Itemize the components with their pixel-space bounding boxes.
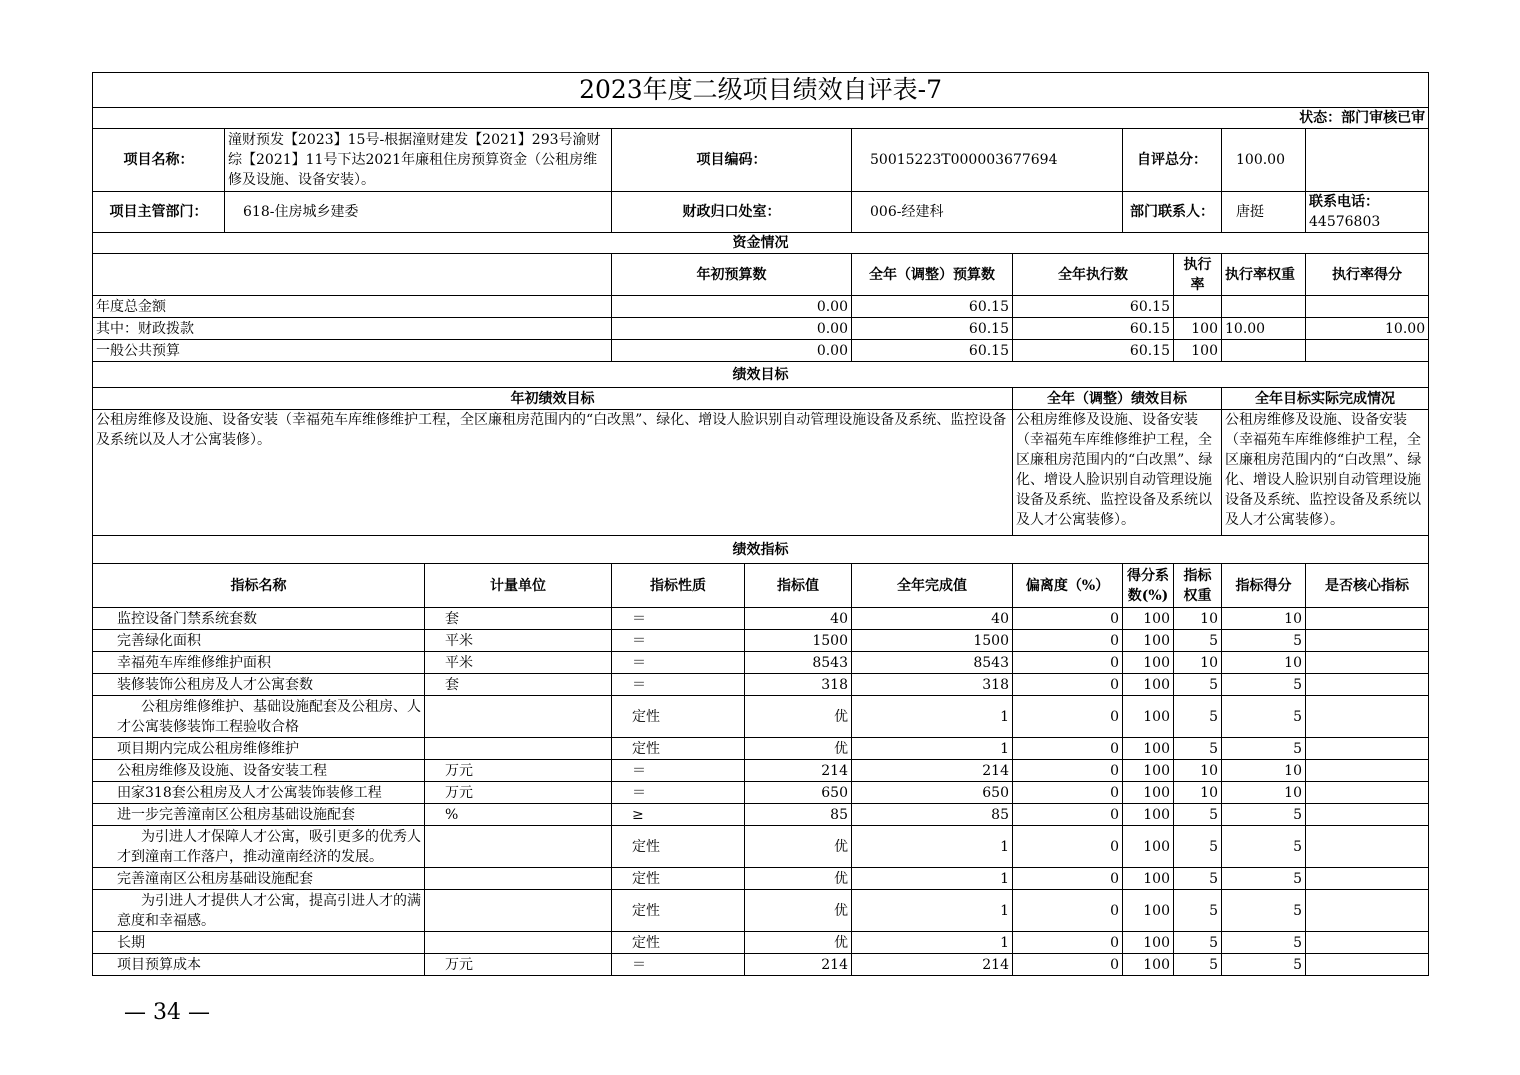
funds-adjusted: 60.15 [852,296,1013,318]
indicator-coefficient: 100 [1123,890,1174,932]
finance-office-value: 006-经建科 [852,192,1123,233]
indicator-nature: ≥ [612,804,745,826]
funds-weight: 10.00 [1222,318,1306,340]
indicator-unit: 平米 [425,652,612,674]
indicator-name: 装修装饰公租房及人才公寓套数 [93,674,425,696]
indicator-score: 5 [1222,868,1306,890]
status-row [93,108,1429,129]
indicator-name: 为引进人才保障人才公寓，吸引更多的优秀人才到潼南工作落户，推动潼南经济的发展。 [93,826,425,868]
indicator-header: 偏离度（%） [1013,564,1123,608]
indicator-deviation: 0 [1013,696,1123,738]
indicator-deviation: 0 [1013,760,1123,782]
funds-section-row [93,233,1429,254]
indicator-core [1306,932,1429,954]
indicator-score: 5 [1222,630,1306,652]
indicator-nature: 定性 [612,932,745,954]
funds-header: 全年执行数 [1013,254,1174,296]
indicator-value: 优 [745,932,852,954]
indicator-score: 5 [1222,954,1306,976]
indicator-name: 项目预算成本 [93,954,425,976]
indicator-row [93,760,1429,782]
indicator-coefficient: 100 [1123,954,1174,976]
indicator-row [93,782,1429,804]
indicator-value: 650 [745,782,852,804]
indicator-coefficient: 100 [1123,760,1174,782]
indicator-deviation: 0 [1013,782,1123,804]
indicator-header: 指标值 [745,564,852,608]
funds-header: 执行率权重 [1222,254,1306,296]
indicator-done: 1500 [852,630,1013,652]
goals-header: 全年（调整）绩效目标 [1013,388,1222,410]
phone-cell [1306,192,1429,233]
contact-value: 唐挺 [1222,192,1306,233]
funds-header: 执行率得分 [1306,254,1429,296]
funds-row [93,296,1429,318]
indicator-unit [425,890,612,932]
indicator-weight: 5 [1174,954,1222,976]
goals-section-title: 绩效目标 [93,362,1429,388]
phone-label: 联系电话： [1309,194,1379,210]
indicator-coefficient: 100 [1123,868,1174,890]
indicator-weight: 5 [1174,630,1222,652]
indicator-score: 10 [1222,608,1306,630]
indicator-core [1306,868,1429,890]
funds-score: 10.00 [1306,318,1429,340]
score-total-label: 自评总分： [1123,129,1222,192]
indicator-core [1306,804,1429,826]
indicator-value: 优 [745,890,852,932]
indicator-deviation: 0 [1013,932,1123,954]
project-name-value: 潼财预发【2023】15号-根据潼财建发【2021】293号渝财综【2021】11号下达2021年廉租住房预算资金（公租房维修及设施、设备安装）。 [225,129,612,192]
indicator-name: 田家318套公租房及人才公寓装饰装修工程 [93,782,425,804]
indicator-row [93,608,1429,630]
indicator-unit: 万元 [425,954,612,976]
indicator-weight: 5 [1174,738,1222,760]
indicator-core [1306,630,1429,652]
indicator-value: 优 [745,738,852,760]
indicator-header: 指标权重 [1174,564,1222,608]
indicator-row [93,738,1429,760]
indicator-done: 1 [852,826,1013,868]
indicator-value: 214 [745,954,852,976]
funds-row-name: 年度总金额 [93,296,612,318]
funds-executed: 60.15 [1013,340,1174,362]
indicator-header: 指标性质 [612,564,745,608]
indicator-score: 10 [1222,782,1306,804]
indicator-unit: 万元 [425,760,612,782]
goal-initial: 公租房维修及设施、设备安装（幸福苑车库维修维护工程，全区廉租房范围内的“白改黑”、绿化、增设人脸识别自动管理设施设备及系统、监控设备及系统以及人才公寓装修）。 [93,410,1013,536]
funds-initial: 0.00 [612,318,852,340]
indicator-unit [425,826,612,868]
indicator-weight: 5 [1174,890,1222,932]
indicator-weight: 10 [1174,782,1222,804]
indicator-core [1306,674,1429,696]
indicator-weight: 10 [1174,608,1222,630]
indicator-coefficient: 100 [1123,782,1174,804]
indicator-header: 全年完成值 [852,564,1013,608]
department-value: 618-住房城乡建委 [225,192,612,233]
funds-weight [1222,340,1306,362]
indicator-weight: 5 [1174,674,1222,696]
goals-section-row [93,362,1429,388]
indicator-done: 318 [852,674,1013,696]
indicators-header-row [93,564,1429,608]
indicator-name: 长期 [93,932,425,954]
indicator-done: 1 [852,868,1013,890]
indicator-unit: 套 [425,674,612,696]
indicator-done: 214 [852,760,1013,782]
goals-content-row [93,410,1429,536]
indicator-row [93,696,1429,738]
indicator-core [1306,890,1429,932]
indicator-unit: % [425,804,612,826]
status-text: 状态：部门审核已审 [93,108,1429,129]
page-number: — 34 — [124,1000,210,1025]
indicator-row [93,868,1429,890]
funds-rate [1174,296,1222,318]
funds-header: 全年（调整）预算数 [852,254,1013,296]
indicator-deviation: 0 [1013,890,1123,932]
indicator-weight: 10 [1174,760,1222,782]
funds-row [93,340,1429,362]
indicator-header: 得分系数(%) [1123,564,1174,608]
indicator-value: 8543 [745,652,852,674]
funds-executed: 60.15 [1013,318,1174,340]
funds-adjusted: 60.15 [852,340,1013,362]
indicator-nature: ＝ [612,608,745,630]
indicator-deviation: 0 [1013,826,1123,868]
indicator-value: 1500 [745,630,852,652]
indicator-unit: 平米 [425,630,612,652]
indicator-done: 1 [852,932,1013,954]
indicator-name: 公租房维修及设施、设备安装工程 [93,760,425,782]
indicator-row [93,826,1429,868]
indicator-nature: ＝ [612,630,745,652]
indicator-score: 10 [1222,652,1306,674]
indicator-name: 为引进人才提供人才公寓，提高引进人才的满意度和幸福感。 [93,890,425,932]
phone-value: 44576803 [1309,214,1381,230]
funds-header-row [93,254,1429,296]
indicator-nature: ＝ [612,674,745,696]
funds-section-title: 资金情况 [93,233,1429,254]
indicator-unit [425,738,612,760]
indicator-name: 公租房维修维护、基础设施配套及公租房、人才公寓装修装饰工程验收合格 [93,696,425,738]
indicator-row [93,674,1429,696]
indicator-weight: 5 [1174,804,1222,826]
indicator-done: 1 [852,696,1013,738]
indicator-row [93,630,1429,652]
project-name-label: 项目名称： [93,129,225,192]
indicator-row [93,954,1429,976]
funds-initial: 0.00 [612,340,852,362]
indicator-nature: ＝ [612,652,745,674]
indicator-header: 是否核心指标 [1306,564,1429,608]
funds-rate: 100 [1174,318,1222,340]
indicator-name: 幸福苑车库维修维护面积 [93,652,425,674]
goal-actual: 公租房维修及设施、设备安装（幸福苑车库维修维护工程，全区廉租房范围内的“白改黑”、绿化、增设人脸识别自动管理设施设备及系统、监控设备及系统以及人才公寓装修）。 [1222,410,1429,536]
table-title: 2023年度二级项目绩效自评表-7 [93,73,1429,108]
indicator-coefficient: 100 [1123,608,1174,630]
indicator-deviation: 0 [1013,652,1123,674]
indicator-unit [425,868,612,890]
indicator-weight: 5 [1174,696,1222,738]
title-row [93,73,1429,108]
funds-executed: 60.15 [1013,296,1174,318]
indicator-name: 监控设备门禁系统套数 [93,608,425,630]
indicator-coefficient: 100 [1123,826,1174,868]
indicator-deviation: 0 [1013,630,1123,652]
project-name-row [93,129,1429,192]
indicator-score: 5 [1222,696,1306,738]
indicator-row [93,804,1429,826]
indicator-deviation: 0 [1013,738,1123,760]
indicator-name: 完善潼南区公租房基础设施配套 [93,868,425,890]
indicator-nature: ＝ [612,954,745,976]
indicator-deviation: 0 [1013,954,1123,976]
indicator-unit: 套 [425,608,612,630]
indicator-value: 优 [745,696,852,738]
goal-adjusted: 公租房维修及设施、设备安装（幸福苑车库维修维护工程，全区廉租房范围内的“白改黑”、绿化、增设人脸识别自动管理设施设备及系统、监控设备及系统以及人才公寓装修）。 [1013,410,1222,536]
indicator-core [1306,608,1429,630]
self-evaluation-table [92,72,1429,976]
indicator-nature: 定性 [612,890,745,932]
indicator-weight: 5 [1174,826,1222,868]
goals-header: 全年目标实际完成情况 [1222,388,1429,410]
indicator-core [1306,782,1429,804]
indicator-value: 85 [745,804,852,826]
indicator-core [1306,652,1429,674]
funds-initial: 0.00 [612,296,852,318]
indicator-nature: 定性 [612,738,745,760]
indicator-core [1306,696,1429,738]
indicator-core [1306,826,1429,868]
indicator-unit [425,932,612,954]
indicator-core [1306,954,1429,976]
indicator-done: 1 [852,738,1013,760]
indicator-score: 10 [1222,760,1306,782]
indicator-score: 5 [1222,890,1306,932]
indicator-coefficient: 100 [1123,674,1174,696]
funds-header: 执行率 [1174,254,1222,296]
funds-score [1306,340,1429,362]
indicator-unit: 万元 [425,782,612,804]
indicator-nature: ＝ [612,782,745,804]
funds-weight [1222,296,1306,318]
department-label: 项目主管部门： [93,192,225,233]
project-code-label: 项目编码： [612,129,852,192]
indicator-value: 214 [745,760,852,782]
indicator-coefficient: 100 [1123,630,1174,652]
indicator-header: 计量单位 [425,564,612,608]
indicator-done: 85 [852,804,1013,826]
funds-row-name: 一般公共预算 [93,340,612,362]
indicator-coefficient: 100 [1123,804,1174,826]
indicator-coefficient: 100 [1123,738,1174,760]
indicator-weight: 5 [1174,868,1222,890]
indicator-core [1306,760,1429,782]
indicator-weight: 10 [1174,652,1222,674]
indicator-coefficient: 100 [1123,652,1174,674]
indicator-coefficient: 100 [1123,696,1174,738]
indicator-score: 5 [1222,738,1306,760]
empty-cell [93,254,612,296]
indicator-score: 5 [1222,826,1306,868]
indicator-done: 1 [852,890,1013,932]
contact-label: 部门联系人： [1123,192,1222,233]
indicator-deviation: 0 [1013,804,1123,826]
indicator-name: 项目期内完成公租房维修维护 [93,738,425,760]
indicator-score: 5 [1222,804,1306,826]
department-row [93,192,1429,233]
indicators-section-row [93,536,1429,564]
indicator-score: 5 [1222,932,1306,954]
empty-cell [1306,129,1429,192]
indicator-value: 318 [745,674,852,696]
indicator-core [1306,738,1429,760]
finance-office-label: 财政归口处室： [612,192,852,233]
indicator-name: 进一步完善潼南区公租房基础设施配套 [93,804,425,826]
indicator-weight: 5 [1174,932,1222,954]
funds-score [1306,296,1429,318]
score-total-value: 100.00 [1222,129,1306,192]
indicator-coefficient: 100 [1123,932,1174,954]
indicator-header: 指标得分 [1222,564,1306,608]
indicator-deviation: 0 [1013,868,1123,890]
indicator-done: 40 [852,608,1013,630]
goals-header: 年初绩效目标 [93,388,1013,410]
indicator-nature: ＝ [612,760,745,782]
indicator-nature: 定性 [612,826,745,868]
funds-row [93,318,1429,340]
indicator-row [93,932,1429,954]
indicator-done: 8543 [852,652,1013,674]
indicator-row [93,890,1429,932]
funds-header: 年初预算数 [612,254,852,296]
indicators-section-title: 绩效指标 [93,536,1429,564]
indicator-row [93,652,1429,674]
indicator-value: 优 [745,826,852,868]
project-code-value: 50015223T000003677694 [852,129,1123,192]
goals-header-row [93,388,1429,410]
funds-rate: 100 [1174,340,1222,362]
indicator-nature: 定性 [612,868,745,890]
indicator-value: 优 [745,868,852,890]
indicator-nature: 定性 [612,696,745,738]
indicator-done: 650 [852,782,1013,804]
indicator-score: 5 [1222,674,1306,696]
indicator-name: 完善绿化面积 [93,630,425,652]
indicator-header: 指标名称 [93,564,425,608]
indicator-unit [425,696,612,738]
funds-row-name: 其中：财政拨款 [93,318,612,340]
indicator-done: 214 [852,954,1013,976]
funds-adjusted: 60.15 [852,318,1013,340]
indicator-deviation: 0 [1013,674,1123,696]
indicator-value: 40 [745,608,852,630]
indicator-deviation: 0 [1013,608,1123,630]
